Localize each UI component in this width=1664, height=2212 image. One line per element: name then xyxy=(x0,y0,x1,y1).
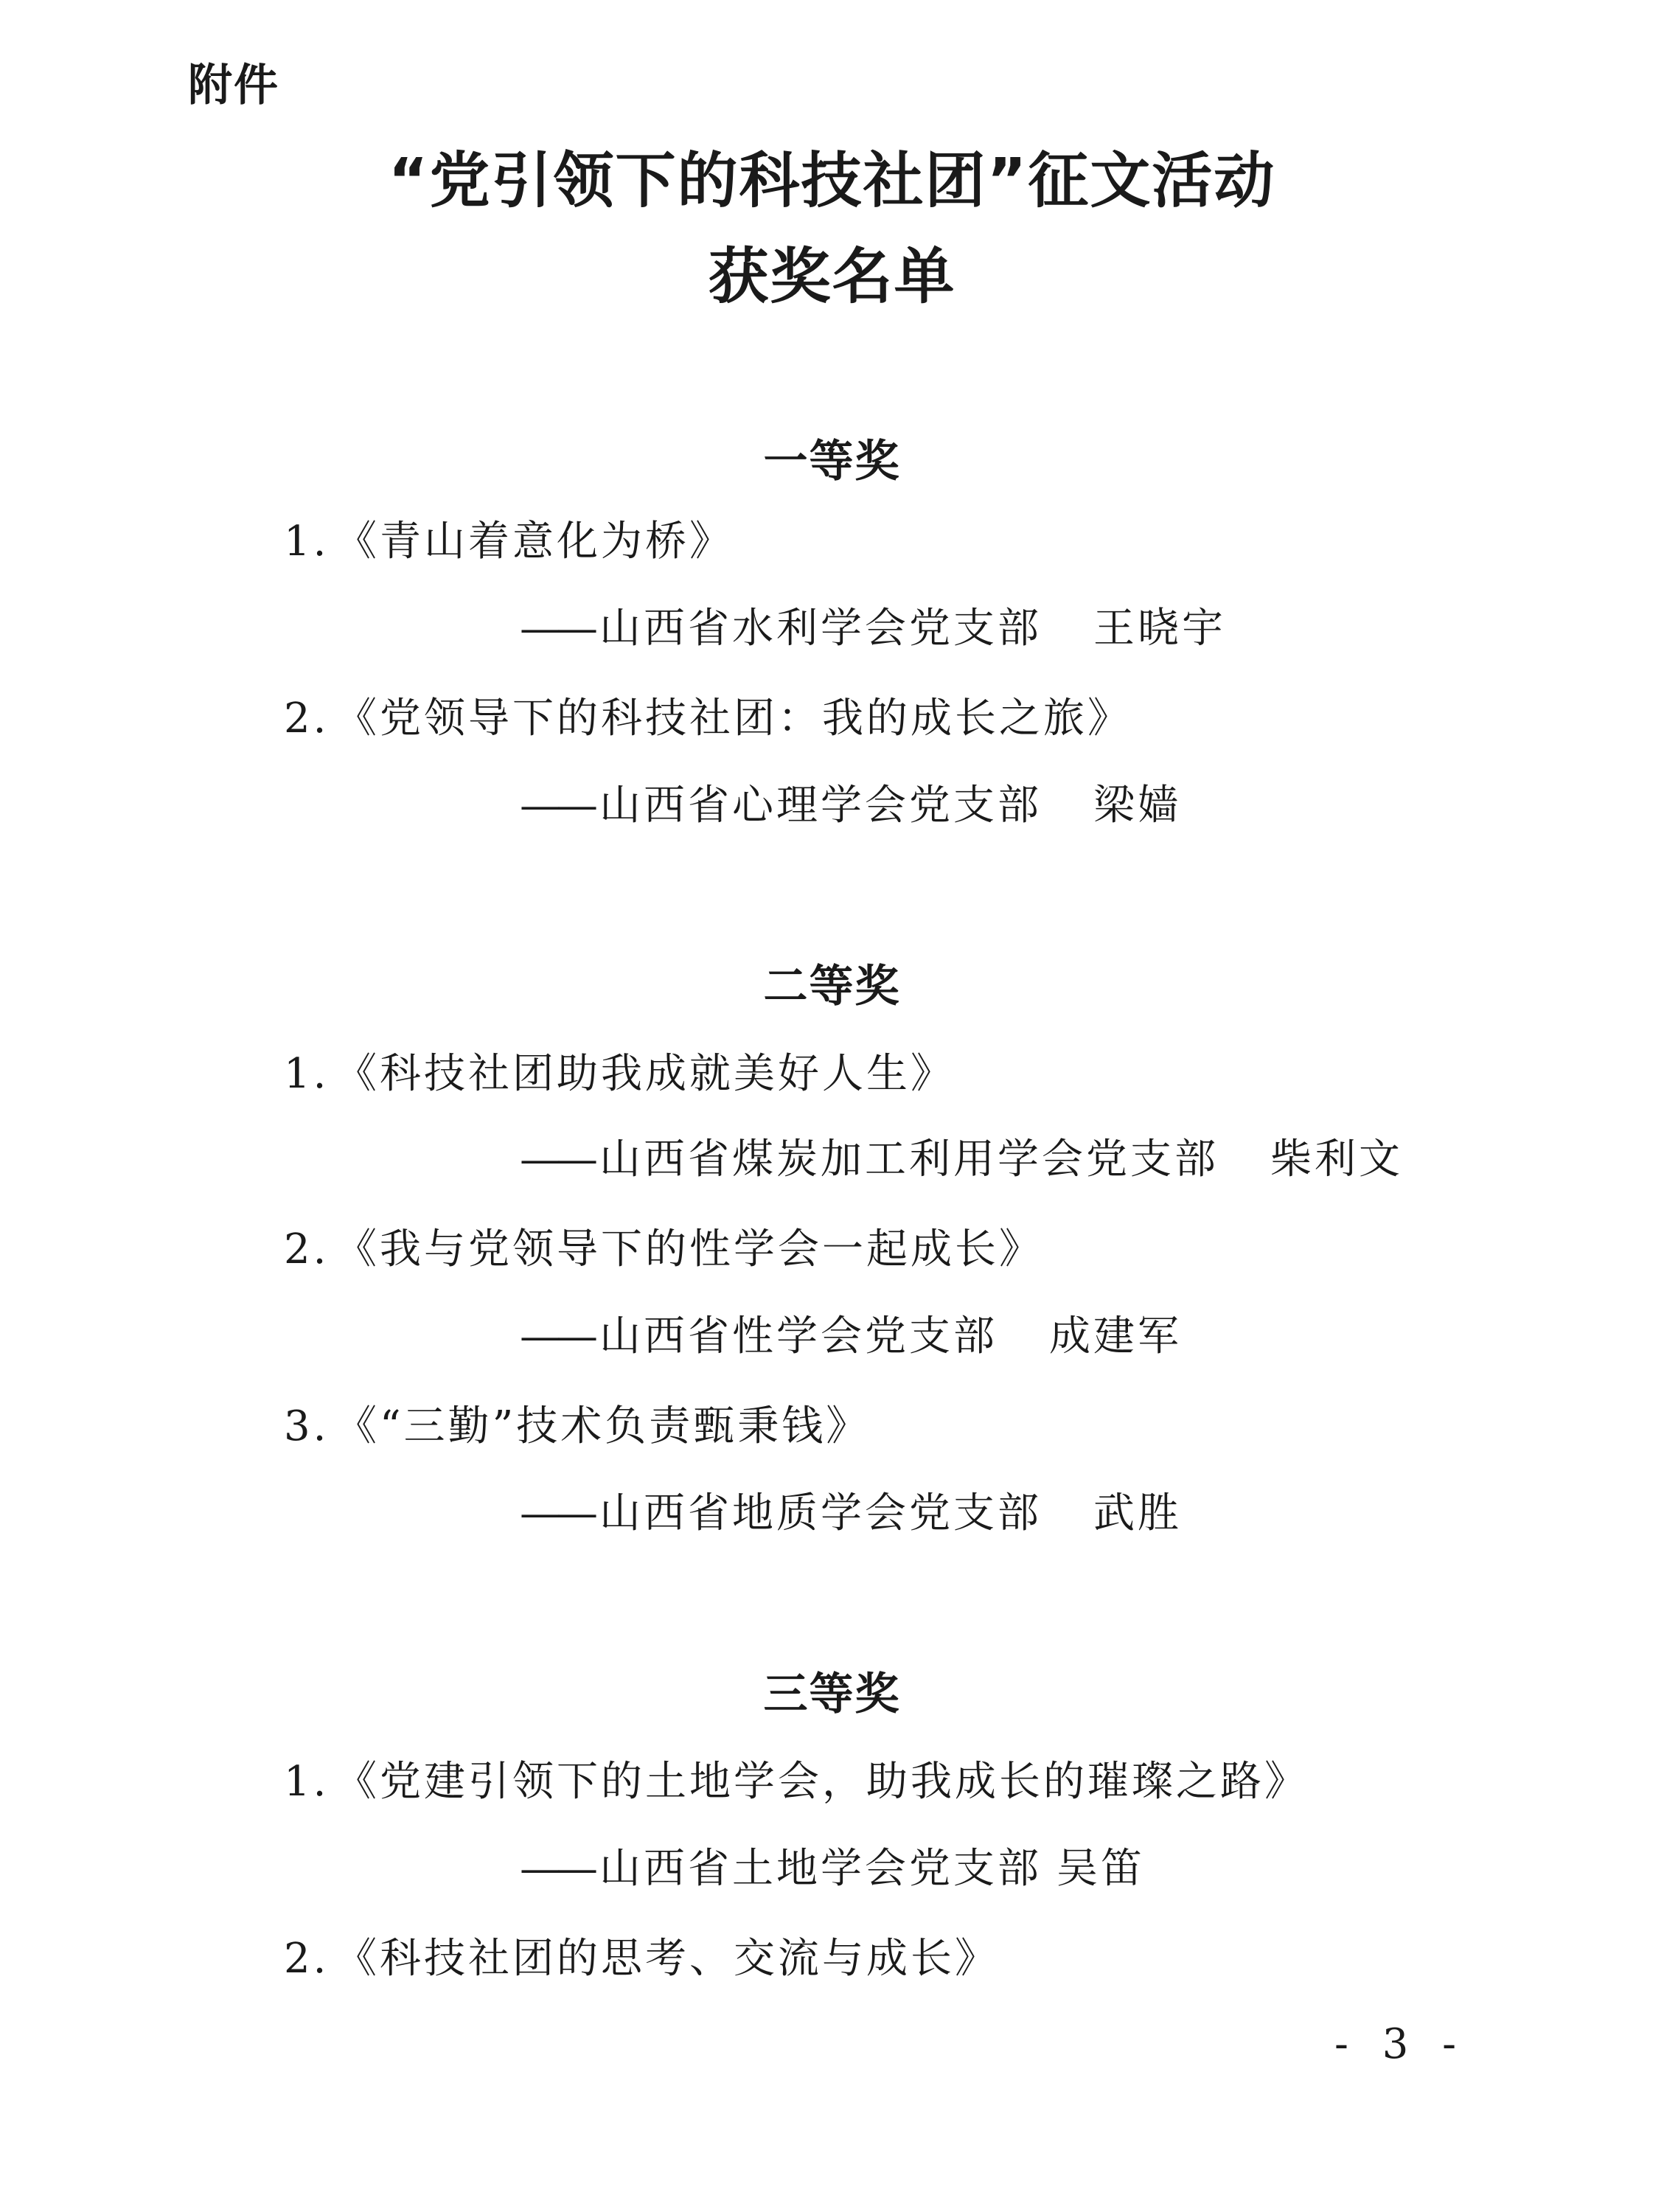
entry-organization: 山西省性学会党支部 xyxy=(599,1312,998,1360)
author-dash: —— xyxy=(520,782,593,830)
entry-author xyxy=(520,1481,1182,1540)
document-title-line-1: “党引领下的科技社团”征文活动 xyxy=(388,146,1276,216)
page-number: - 3 - xyxy=(1334,2020,1467,2068)
entry-title xyxy=(284,1217,1043,1276)
entry-number: 2. xyxy=(284,1225,330,1273)
entry-author xyxy=(520,1304,1182,1363)
entry-title xyxy=(284,1394,870,1453)
entry-title-text: 《党建引领下的土地学会，助我成长的璀璨之路》 xyxy=(335,1758,1309,1806)
section-heading-third-prize: 三等奖 xyxy=(763,1669,901,1720)
attachment-label: 附件 xyxy=(188,60,279,111)
entry-title-text: 《青山着意化为桥》 xyxy=(335,518,734,566)
entry-number: 2. xyxy=(284,695,330,742)
entry-organization: 山西省地质学会党支部 xyxy=(599,1489,1042,1537)
entry-title xyxy=(284,1926,999,1985)
entry-title-text: 《科技社团的思考、交流与成长》 xyxy=(335,1935,999,1983)
entry-title-text: 《“三勤”技术负责甄秉钱》 xyxy=(335,1402,871,1450)
entry-author xyxy=(520,1127,1403,1186)
entry-number: 1. xyxy=(284,1050,330,1098)
entry-title xyxy=(284,1749,1309,1808)
author-dash: —— xyxy=(520,1489,593,1537)
entry-title-text: 《党领导下的科技社团：我的成长之旅》 xyxy=(335,695,1132,742)
entry-author-name: 成建军 xyxy=(1049,1312,1182,1360)
entry-author-name: 武胜 xyxy=(1093,1489,1182,1537)
entry-organization: 山西省土地学会党支部 xyxy=(599,1845,1042,1893)
entry-number: 2. xyxy=(284,1935,330,1983)
entry-organization: 山西省心理学会党支部 xyxy=(599,782,1042,830)
entry-organization: 山西省煤炭加工利用学会党支部 xyxy=(599,1135,1219,1183)
entry-author-name: 吴笛 xyxy=(1056,1845,1145,1893)
entry-title xyxy=(284,686,1132,745)
entry-author xyxy=(520,1836,1145,1895)
entry-number: 1. xyxy=(284,1758,330,1806)
entry-organization: 山西省水利学会党支部 xyxy=(599,605,1042,653)
entry-title xyxy=(284,509,734,568)
author-dash: —— xyxy=(520,1312,593,1360)
entry-author-name: 梁嫱 xyxy=(1093,782,1182,830)
section-heading-second-prize: 二等奖 xyxy=(763,961,901,1012)
entry-number: 1. xyxy=(284,518,330,566)
author-dash: —— xyxy=(520,1845,593,1893)
entry-title-text: 《科技社团助我成就美好人生》 xyxy=(335,1050,955,1098)
entry-title xyxy=(284,1041,955,1100)
author-dash: —— xyxy=(520,605,593,653)
entry-title-text: 《我与党领导下的性学会一起成长》 xyxy=(335,1225,1043,1273)
entry-author xyxy=(520,773,1182,832)
section-heading-first-prize: 一等奖 xyxy=(763,436,901,487)
document-title-line-2: 获奖名单 xyxy=(708,242,956,312)
entry-author-name: 王晓宇 xyxy=(1093,605,1226,653)
entry-author-name: 柴利文 xyxy=(1270,1135,1403,1183)
author-dash: —— xyxy=(520,1135,593,1183)
entry-number: 3. xyxy=(284,1402,330,1450)
entry-author xyxy=(520,596,1226,655)
